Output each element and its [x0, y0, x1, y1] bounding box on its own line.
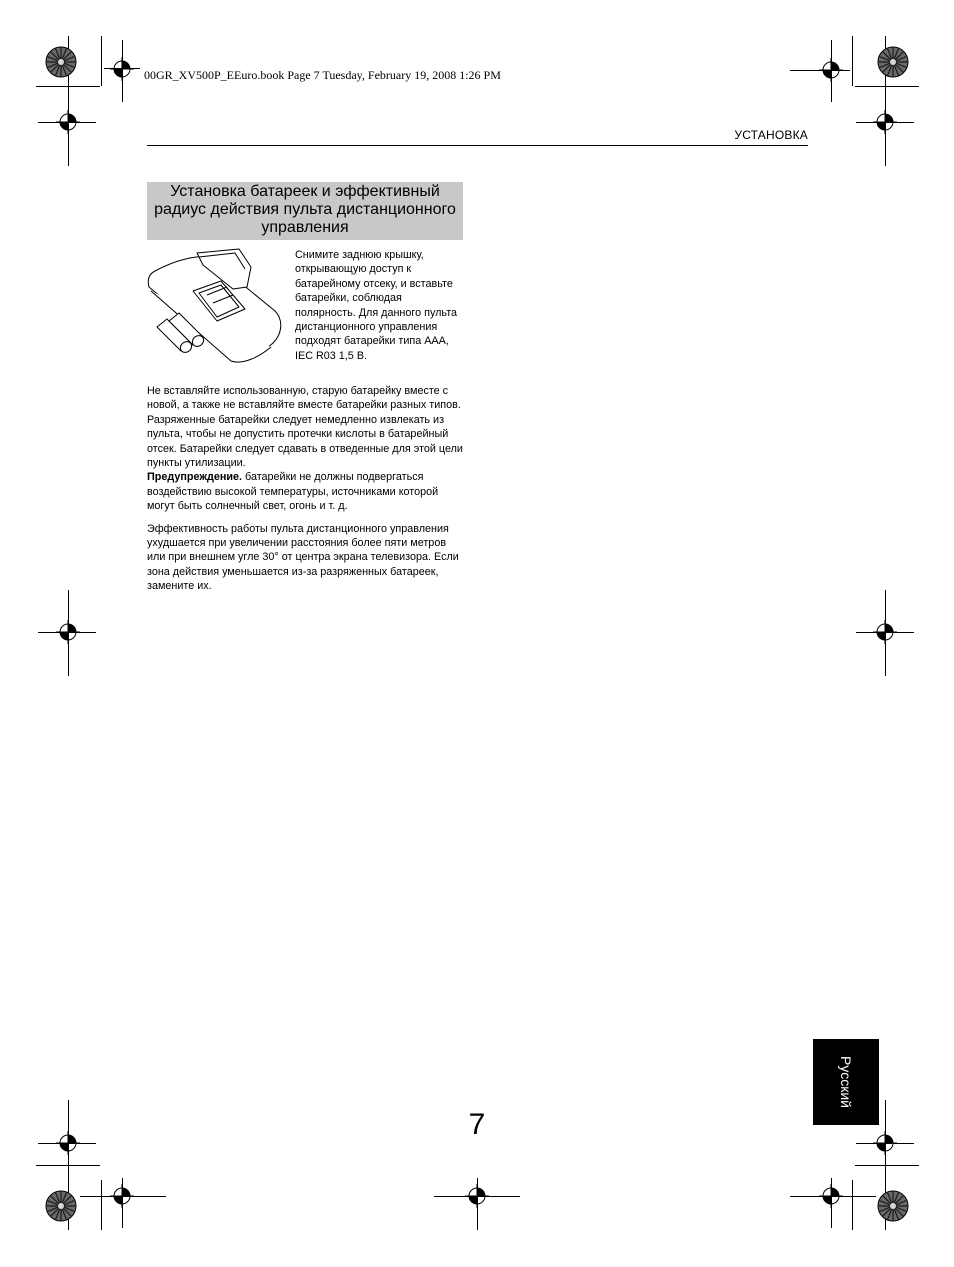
remote-control-battery-illustration [147, 247, 287, 365]
section-title: УСТАНОВКА [734, 128, 808, 142]
range-paragraph: Эффективность работы пульта дистанционного управления ухудшается при увеличении расстояния более пяти метров или при внешнем угле 30° от центра экрана телевизора. Если зона действия уменьшается из-за разряженных батареек, замените их. [147, 522, 459, 593]
battery-disposal-paragraph: Не вставляйте использованную, старую батарейку вместе с новой, а также не вставляйте вместе батарейки разных типов. Разряженные батарейки следует немедленно извлекать из пульта, чтобы не допустить протечки кислоты в батарейный отсек. Батарейки следует сдавать в отведенные для этой цели пункты утилизации. [147, 385, 463, 470]
header-rule [147, 145, 808, 146]
print-header: 00GR_XV500P_EEuro.book Page 7 Tuesday, February 19, 2008 1:26 PM [144, 68, 501, 82]
section-heading: Установка батареек и эффективный радиус действия пульта дистанционного управления [147, 182, 463, 240]
warning-paragraph [147, 470, 465, 513]
warning-text: батарейки не должны подвергаться воздействию высокой температуры, источниками которой могут быть солнечный свет, огонь и т. д. [147, 471, 439, 513]
language-tab [813, 1039, 879, 1125]
language-tab-label: Русский [838, 1056, 854, 1108]
page-number: 7 [468, 1108, 486, 1141]
intro-text: Снимите заднюю крышку, открывающую доступ к батарейному отсеку, и вставьте батарейки, соблюдая полярность. Для данного пульта дистанционного управления подходят батарейки типа AAA, IEC R03 1,5 В. [295, 249, 458, 362]
warning-label: Предупреждение. [147, 471, 243, 484]
body-text [147, 384, 465, 594]
